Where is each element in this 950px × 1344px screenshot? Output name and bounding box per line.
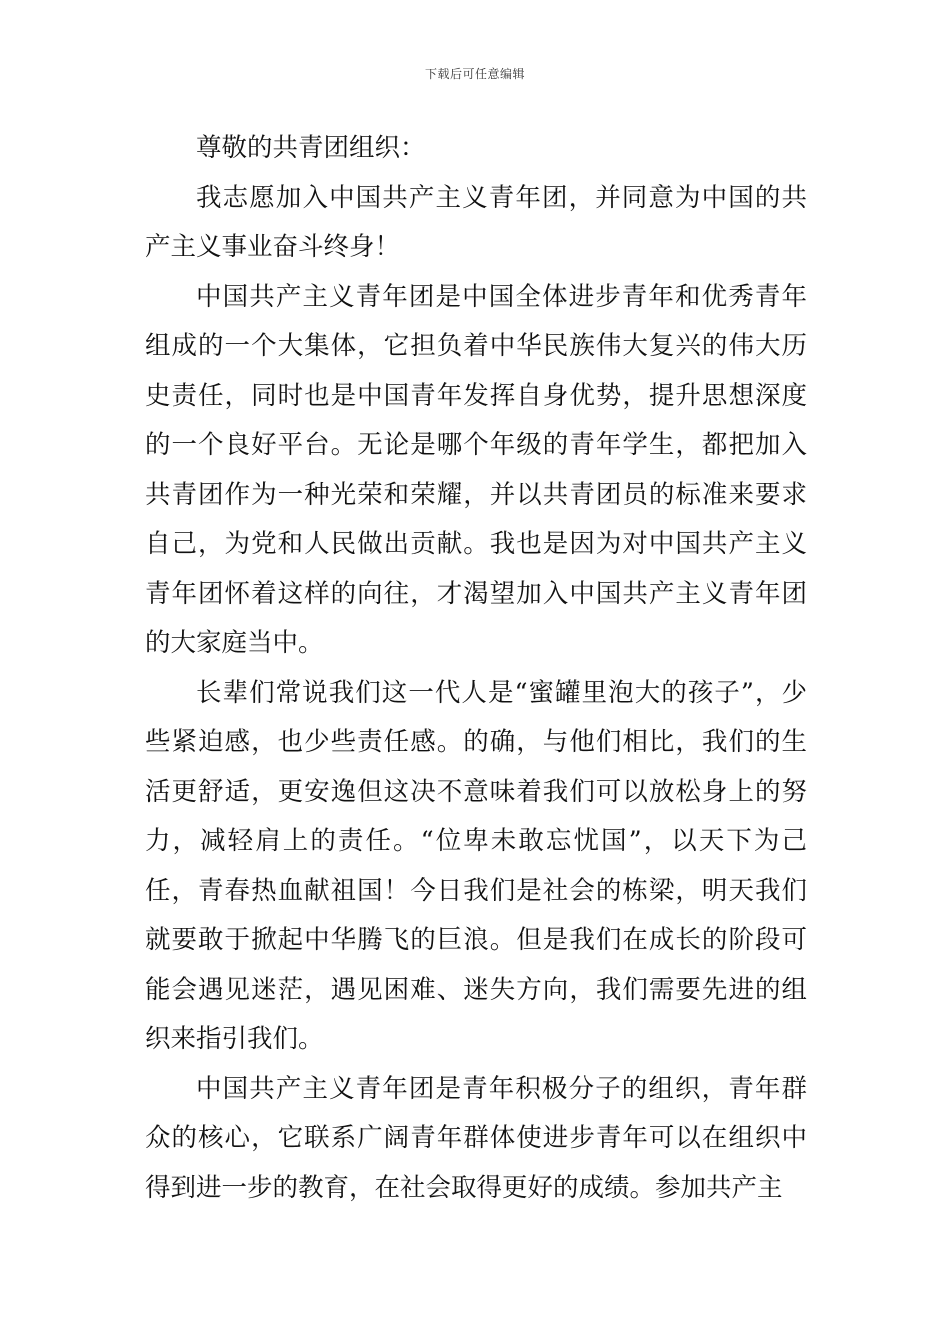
paragraph-3: 长辈们常说我们这一代人是“蜜罐里泡大的孩子”，少些紧迫感，也少些责任感。的确，与他们相比，我们的生活更舒适，更安逸但这决不意味着我们可以放松身上的努力，减轻肩上的责任。“位卑未敢忘忧国”，以天下为己任，青春热血献祖国！今日我们是社会的栋梁，明天我们就要敢于掀起中华腾飞的巨浪。但是我们在成长的阶段可能会遇见迷茫，遇见困难、迷失方向，我们需要先进的组织来指引我们。: [145, 677, 807, 1054]
salutation: 尊敬的共青团组织：: [196, 133, 426, 163]
page-header: 下载后可任意编辑: [424, 67, 525, 81]
paragraph-2: 中国共产主义青年团是中国全体进步青年和优秀青年组成的一个大集体，它担负着中华民族伟大复兴的伟大历史责任，同时也是中国青年发挥自身优势，提升思想深度的一个良好平台。无论是哪个年级的青年学生，都把加入共青团作为一种光荣和荣耀，并以共青团员的标准来要求自己，为党和人民做出贡献。我也是因为对中国共产主义青年团怀着这样的向往，才渴望加入中国共产主义青年团的大家庭当中。: [145, 281, 807, 658]
paragraph-4: 中国共产主义青年团是青年积极分子的组织，青年群众的核心，它联系广阔青年群体使进步青年可以在组织中得到进一步的教育，在社会取得更好的成绩。参加共产主: [145, 1073, 807, 1203]
paragraph-1: 我志愿加入中国共产主义青年团，并同意为中国的共产主义事业奋斗终身！: [145, 182, 807, 262]
document-body: [145, 124, 807, 1213]
